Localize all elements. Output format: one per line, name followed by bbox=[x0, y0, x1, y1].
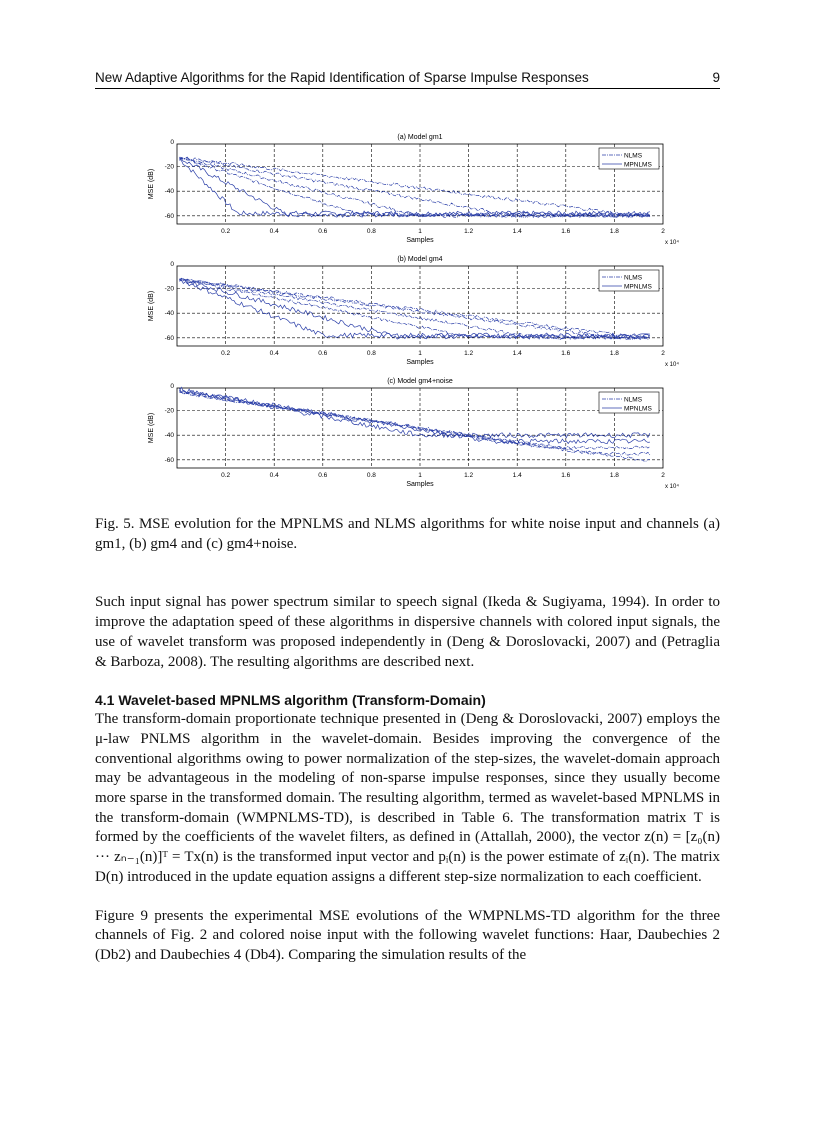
y-axis-label: MSE (dB) bbox=[148, 412, 155, 444]
paragraph-text: The transform-domain proportionate technique presented in (Deng & Doroslovacki, 2007) employs the μ-law PNLMS algorithm in the wavelet-domain. Besides improving the convergence of the conventional algorithms owing to power normalization of the step-sizes, the wavelet-domain approach may be advantageous in the modeling of non-sparse impulse responses, since they usually become more sparse in the transformed domain. The resulting algorithm, termed as wavelet-based MPNLMS in the transform-domain (WMPNLMS-TD), is described in Table 6. The transformation matrix T is formed by the coefficients of the wavelet filters, as defined in (Attallah, 2000), the vector z(n) = [z₀(n) ··· zₙ₋₁(n)]ᵀ = Tx(n) is the transformed input vector and pᵢ(n) is the power estimate of zᵢ(n). The matrix D(n) introduced in the update equation assigns a different step-size normalization to each coefficient. bbox=[95, 711, 720, 885]
x-multiplier: x 10⁴ bbox=[665, 240, 679, 246]
section-heading: 4.1 Wavelet-based MPNLMS algorithm (Transform-Domain) bbox=[95, 692, 486, 709]
x-tick-label: 1.2 bbox=[464, 228, 474, 235]
x-axis-label: Samples bbox=[406, 481, 434, 488]
x-axis-label: Samples bbox=[406, 237, 434, 244]
legend-label: NLMS bbox=[624, 396, 643, 404]
y-tick-label: -60 bbox=[164, 212, 174, 220]
text-flow bbox=[95, 515, 720, 985]
legend-label: NLMS bbox=[624, 152, 643, 160]
x-tick-label: 0.2 bbox=[221, 228, 231, 235]
paragraph-3 bbox=[95, 907, 720, 966]
y-axis-label: MSE (dB) bbox=[148, 290, 155, 322]
x-tick-label: 1 bbox=[418, 350, 422, 357]
paragraph-1 bbox=[95, 593, 720, 672]
figure-caption: Fig. 5. MSE evolution for the MPNLMS and NLMS algorithms for white noise input and channels (a) gm1, (b) gm4 and (c) gm4+noise. bbox=[95, 516, 720, 552]
subplot-1 bbox=[148, 256, 679, 368]
x-tick-label: 1.4 bbox=[512, 228, 522, 235]
subplot-2 bbox=[148, 378, 679, 490]
x-axis-label: Samples bbox=[406, 359, 434, 366]
running-header bbox=[95, 70, 720, 89]
subplot-title: (a) Model gm1 bbox=[397, 134, 443, 141]
legend bbox=[599, 270, 659, 291]
y-tick-label: 0 bbox=[170, 261, 174, 268]
subplot-title: (b) Model gm4 bbox=[397, 256, 443, 263]
x-tick-label: 0.8 bbox=[366, 472, 376, 479]
x-tick-label: 0.6 bbox=[318, 228, 328, 235]
x-tick-label: 2 bbox=[661, 228, 665, 235]
y-axis-label: MSE (dB) bbox=[148, 168, 155, 200]
x-tick-label: 1.6 bbox=[561, 350, 571, 357]
x-tick-label: 0.8 bbox=[366, 350, 376, 357]
section-4-1 bbox=[95, 691, 720, 887]
y-tick-label: -40 bbox=[164, 310, 174, 318]
y-tick-label: -40 bbox=[164, 432, 174, 440]
subplot-0 bbox=[148, 134, 679, 246]
y-tick-label: -40 bbox=[164, 188, 174, 196]
x-tick-label: 1.6 bbox=[561, 228, 571, 235]
y-tick-label: -60 bbox=[164, 456, 174, 464]
x-tick-label: 1.6 bbox=[561, 472, 571, 479]
x-tick-label: 0.8 bbox=[366, 228, 376, 235]
x-tick-label: 0.4 bbox=[269, 472, 279, 479]
x-tick-label: 0.4 bbox=[269, 350, 279, 357]
legend-label: NLMS bbox=[624, 274, 643, 282]
y-tick-label: -20 bbox=[164, 163, 174, 171]
legend bbox=[599, 392, 659, 413]
x-multiplier: x 10⁴ bbox=[665, 362, 679, 368]
x-tick-label: 0.2 bbox=[221, 472, 231, 479]
y-tick-label: -20 bbox=[164, 407, 174, 415]
x-tick-label: 1.4 bbox=[512, 472, 522, 479]
x-tick-label: 1.8 bbox=[609, 350, 619, 357]
header-title: New Adaptive Algorithms for the Rapid Identification of Sparse Impulse Responses bbox=[95, 70, 589, 85]
x-tick-label: 1 bbox=[418, 228, 422, 235]
y-tick-label: 0 bbox=[170, 139, 174, 146]
page-number: 9 bbox=[712, 70, 720, 85]
x-tick-label: 0.6 bbox=[318, 350, 328, 357]
legend bbox=[599, 148, 659, 169]
y-tick-label: -60 bbox=[164, 334, 174, 342]
figure-5 bbox=[140, 122, 720, 502]
x-tick-label: 1.8 bbox=[609, 472, 619, 479]
x-tick-label: 0.6 bbox=[318, 472, 328, 479]
paragraph-text: Such input signal has power spectrum similar to speech signal (Ikeda & Sugiyama, 1994). In order to improve the adaptation speed of these algorithms in dispersive channels with colored input signals, the use of wavelet transform was proposed independently in (Deng & Doroslovacki, 2007) and (Petraglia & Barboza, 2008). The resulting algorithms are described next. bbox=[95, 594, 720, 670]
x-tick-label: 0.2 bbox=[221, 350, 231, 357]
x-tick-label: 1.4 bbox=[512, 350, 522, 357]
x-multiplier: x 10⁴ bbox=[665, 484, 679, 490]
x-tick-label: 0.4 bbox=[269, 228, 279, 235]
x-tick-label: 1.8 bbox=[609, 228, 619, 235]
x-tick-label: 1 bbox=[418, 472, 422, 479]
legend-label: MPNLMS bbox=[624, 405, 652, 413]
y-tick-label: 0 bbox=[170, 383, 174, 390]
paragraph-text: Figure 9 presents the experimental MSE evolutions of the WMPNLMS-TD algorithm for the three channels of Fig. 2 and colored noise input with the following wavelet functions: Haar, Daubechies 2 (Db2) and Daubechies 4 (Db4). Comparing the simulation results of the bbox=[95, 907, 720, 963]
x-tick-label: 2 bbox=[661, 472, 665, 479]
y-tick-label: -20 bbox=[164, 285, 174, 293]
subplot-title: (c) Model gm4+noise bbox=[387, 378, 453, 385]
x-tick-label: 1.2 bbox=[464, 350, 474, 357]
legend-label: MPNLMS bbox=[624, 283, 652, 291]
x-tick-label: 2 bbox=[661, 350, 665, 357]
legend-label: MPNLMS bbox=[624, 161, 652, 169]
x-tick-label: 1.2 bbox=[464, 472, 474, 479]
